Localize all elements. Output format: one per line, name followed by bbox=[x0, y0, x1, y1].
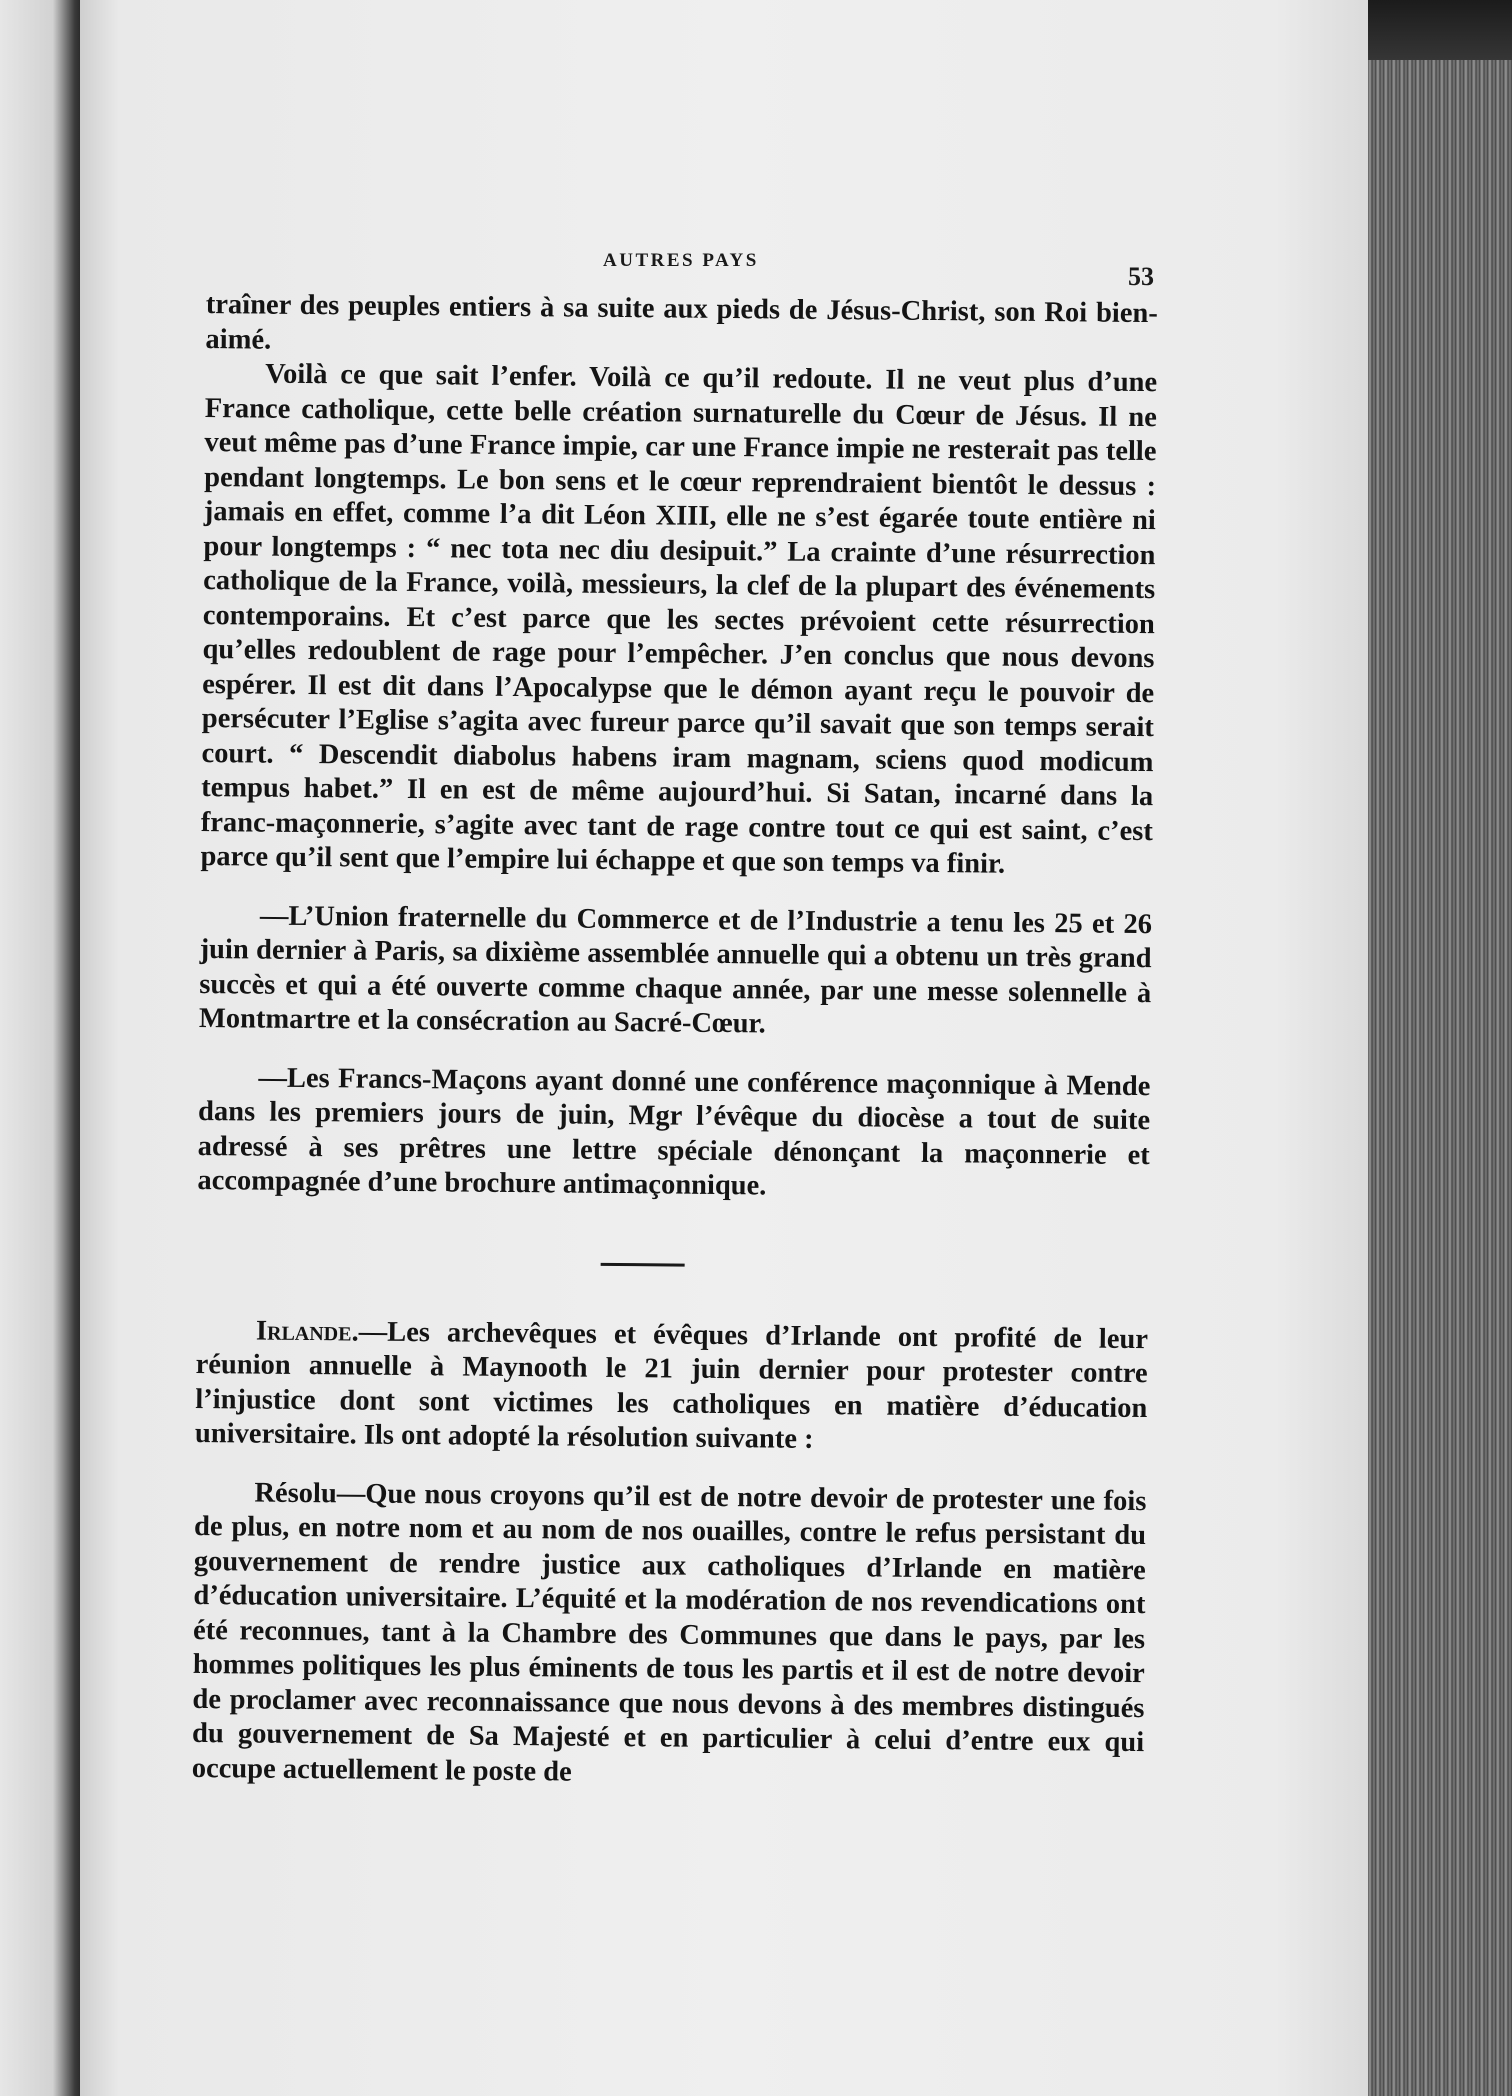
paragraph-union-fraternelle: —L’Union fraternelle du Commerce et de l’Industrie a tenu les 25 et 26 juin dernier à Paris, sa dixième assemblée annuelle qui a obtenu un très grand succès et qui a été ouverte comme chaque année, par une messe solennelle à Montmartre et la consécration au Sacré-Cœur. bbox=[198, 900, 1153, 1040]
body-text bbox=[192, 288, 1158, 1795]
section-separator bbox=[601, 1262, 685, 1266]
paragraph-francs-macons: —Les Francs-Maçons ayant donné une conférence maçonnique à Mende dans les premiers jours de juin, Mgr l’évêque du diocèse a tout de suite adressé à ses prêtres une lettre spéciale dénonçant la maçonnerie et accompagnée d’une brochure antimaçonnique. bbox=[197, 1062, 1151, 1202]
paragraph-continuation: traîner des peuples entiers à sa suite aux pieds de Jésus-Christ, son Roi bien-aimé. bbox=[205, 288, 1158, 356]
paragraph-irlande bbox=[195, 1313, 1148, 1460]
section-label-irlande: Irlande. bbox=[255, 1315, 359, 1348]
facing-page-edge bbox=[0, 0, 88, 2096]
paragraph-enfer: Voilà ce que sait l’enfer. Voilà ce qu’il redoute. Il ne veut plus d’une France catholique, cette belle création surnaturelle du Cœur de Jésus. Il ne veut même pas d’une France impie, car une France impie ne resterait pas telle pendant longtemps. Le bon sens et le cœur reprendraient bientôt le dessus : jamais en effet, comme l’a dit Léon XIII, elle ne s’est égarée toute entière ni pour longtemps : “ nec tota nec diu desipuit.” La crainte d’une résurrection catholique de la France, voilà, messieurs, la clef de la plupart des événements contemporains. Et c’est parce que les sectes prévoient cette résurrection qu’elles redoublent de rage pour l’empêcher. J’en conclus que nous devons espérer. Il est dit dans l’Apocalypse que le démon ayant reçu le pouvoir de persécuter l’Eglise s’agita avec fureur parce qu’il savait que son temps serait court. “ Descendit diabolus habens iram magnam, sciens quod modicum tempus habet.” Il en est de même aujourd’hui. Si Satan, incarné dans la franc-maçonnerie, s’agite avec tant de rage contre tout ce qui est saint, c’est parce qu’il sent que l’empire lui échappe et que son temps va finir. bbox=[200, 358, 1158, 880]
irlande-text: —Les archevêques et évêques d’Irlande ont profité de leur réunion annuelle à Maynooth le 21 juin dernier pour protester contre l’injustice dont sont victimes les catholiques en matière d’éducation universitaire. Ils ont adopté la résolution suivante : bbox=[194, 1316, 1149, 1455]
page-number: 53 bbox=[1128, 262, 1154, 291]
book-page-edges bbox=[1368, 60, 1512, 2096]
running-head: AUTRES PAYS bbox=[603, 250, 759, 271]
paragraph-resolution: Résolu—Que nous croyons qu’il est de notre devoir de protester une fois de plus, en notre nom et au nom de nos ouailles, contre le refus persistant du gouvernement de rendre justice aux catholiques d’Irlande en matière d’éducation universitaire. L’équité et la modération de nos revendications ont été reconnues, tant à la Chambre des Communes que dans le pays, par les hommes politiques les plus éminents de tous les partis et il est de notre devoir de proclamer avec reconnaissance que nous devons à des membres distingués du gouvernement de Sa Majesté et en particulier à celui d’entre eux qui occupe actuellement le poste de bbox=[191, 1477, 1147, 1788]
